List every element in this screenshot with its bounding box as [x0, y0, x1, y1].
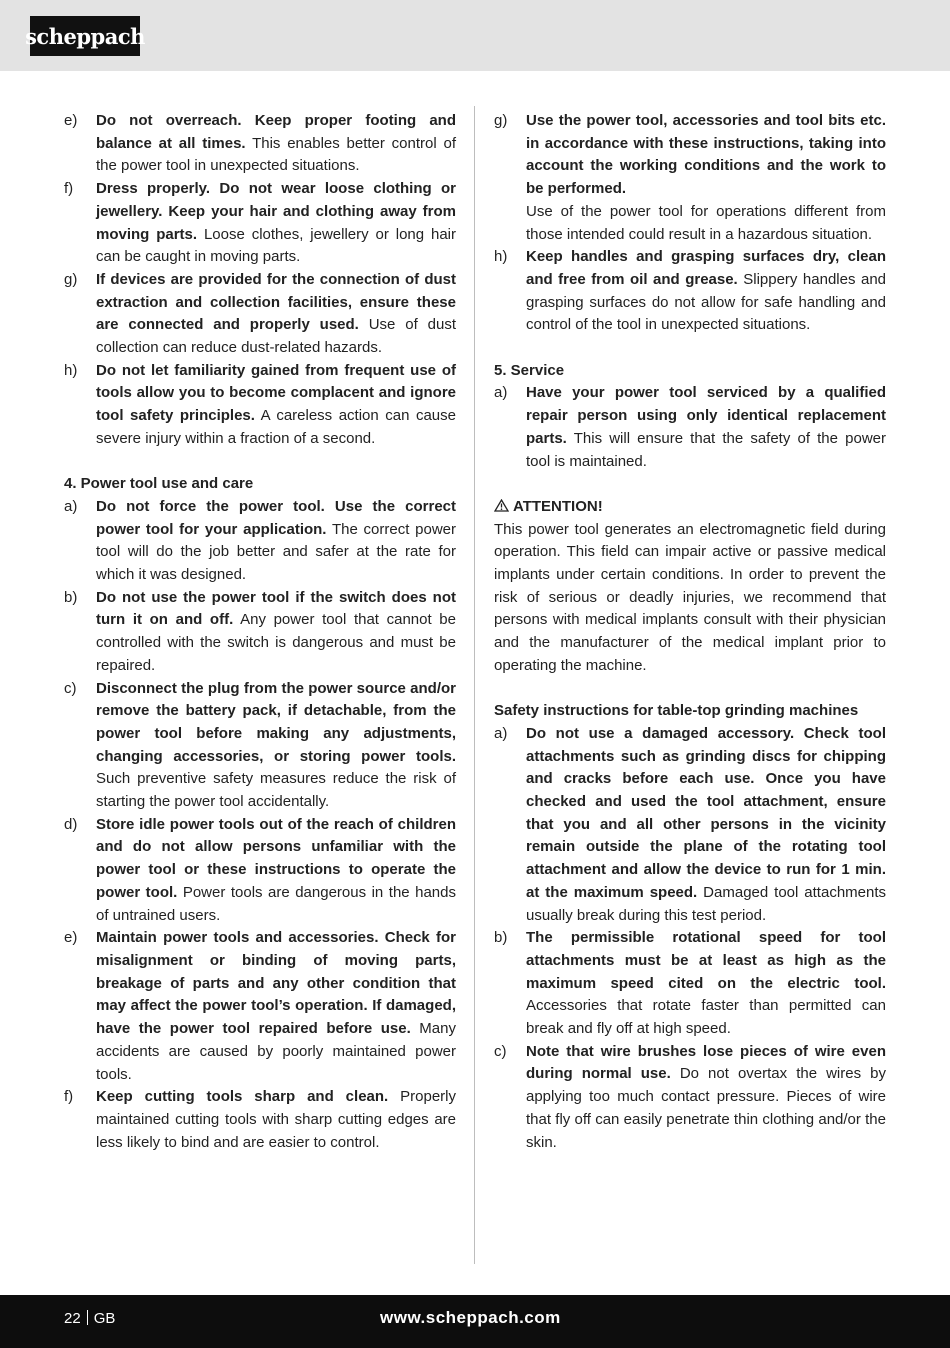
right-column	[494, 110, 886, 1154]
list-item: f) Dress properly. Do not wear loose clothing or jewellery. Keep your hair and clothing away from moving parts. Loose clothes, jewellery or long hair can be caught in moving parts.	[64, 180, 456, 266]
section-heading: 4. Power tool use and care	[64, 475, 254, 493]
column-divider	[474, 106, 475, 1264]
list-item: a) Do not force the power tool. Use the correct power tool for your application. The correct power tool will do the job better and safer at the rate for which it was designed.	[64, 497, 456, 584]
list-item: b) Do not use the power tool if the switch does not turn it on and off. Any power tool that cannot be controlled with the switch is dangerous and must be repaired.	[64, 588, 456, 674]
website-link[interactable]: www.scheppach.com	[380, 1308, 561, 1327]
list-item: b) The permissible rotational speed for tool attachments must be at least as high as the maximum speed cited on the electric tool. Accessories that rotate faster than permitted can break and fly off at high speed.	[494, 929, 886, 1038]
list-item: h) Do not let familiarity gained from frequent use of tools allow you to become complacent and ignore tool safety principles. A careless action can cause severe injury within a fraction of a second.	[64, 361, 456, 447]
section-heading: Safety instructions for table-top grinding machines	[494, 702, 859, 720]
list-item: c) Disconnect the plug from the power source and/or remove the battery pack, if detachable, from the power tool before making any adjustments, changing accessories, or storing power tools. Such preventive safety measures reduce the risk of starting the power tool accidentally.	[64, 679, 456, 811]
section-heading: 5. Service	[494, 361, 565, 379]
list-item: f) Keep cutting tools sharp and clean. Properly maintained cutting tools with sharp cutting edges are less likely to bind and are easier to control.	[64, 1088, 456, 1151]
list-item: d) Store idle power tools out of the reach of children and do not allow persons unfamiliar with the power tool or these instructions to operate the power tool. Power tools are dangerous in the hands of untrained users.	[64, 815, 456, 924]
list-item: e) Do not overreach. Keep proper footing and balance at all times. This enables better control of the power tool in unexpected situations.	[64, 112, 456, 175]
page-footer	[0, 1295, 950, 1348]
page-number: 22 GB	[64, 1310, 116, 1327]
scheppach-logo: scheppach	[30, 16, 140, 56]
list-item: g) Use the power tool, accessories and tool bits etc. in accordance with these instructions, taking into account the working conditions and the work to be performed. Use of the power tool for operations different from those intended could result in a hazardous situation.	[494, 112, 886, 243]
attention-text: This power tool generates an electromagnetic field during operation. This field can impair active or passive medical implants under certain conditions. In order to prevent the risk of serious or deadly injuries, we recommend that persons with medical implants consult with their physician and the manufacturer of the medical implant prior to operating the machine.	[494, 520, 886, 674]
list-item: e) Maintain power tools and accessories. Check for misalignment or binding of moving parts, breakage of parts and any other condition that may affect the power tool’s operation. If damaged, have the power tool repaired before use. Many accidents are caused by poorly maintained power tools.	[64, 929, 456, 1083]
list-item: a) Have your power tool serviced by a qualified repair person using only identical replacement parts. This will ensure that the safety of the power tool is maintained.	[494, 384, 886, 470]
warning-triangle-icon	[494, 496, 509, 519]
left-column	[64, 110, 456, 1154]
list-item: h) Keep handles and grasping surfaces dry, clean and free from oil and grease. Slippery handles and grasping surfaces do not allow for safe handling and control of the tool in unexpected situations.	[494, 248, 887, 334]
list-item: c) Note that wire brushes lose pieces of wire even during normal use. Do not overtax the wires by applying too much contact pressure. Pieces of wire that fly off can easily penetrate thin clothing and/or the skin.	[494, 1042, 886, 1151]
list-item: a) Do not use a damaged accessory. Check tool attachments such as grinding discs for chipping and cracks before each use. Once you have checked and used the tool attachment, ensure that you and all other persons in the vicinity remain outside the plane of the rotating tool attachment and allow the device to run for 1 min. at the maximum speed. Damaged tool attachments usually break during this test period.	[494, 724, 887, 924]
list-item: g) If devices are provided for the connection of dust extraction and collection facilities, ensure these are connected and properly used. Use of dust collection can reduce dust-related hazards.	[64, 270, 456, 357]
attention-heading: ATTENTION!	[494, 496, 886, 519]
page-header	[0, 0, 950, 71]
